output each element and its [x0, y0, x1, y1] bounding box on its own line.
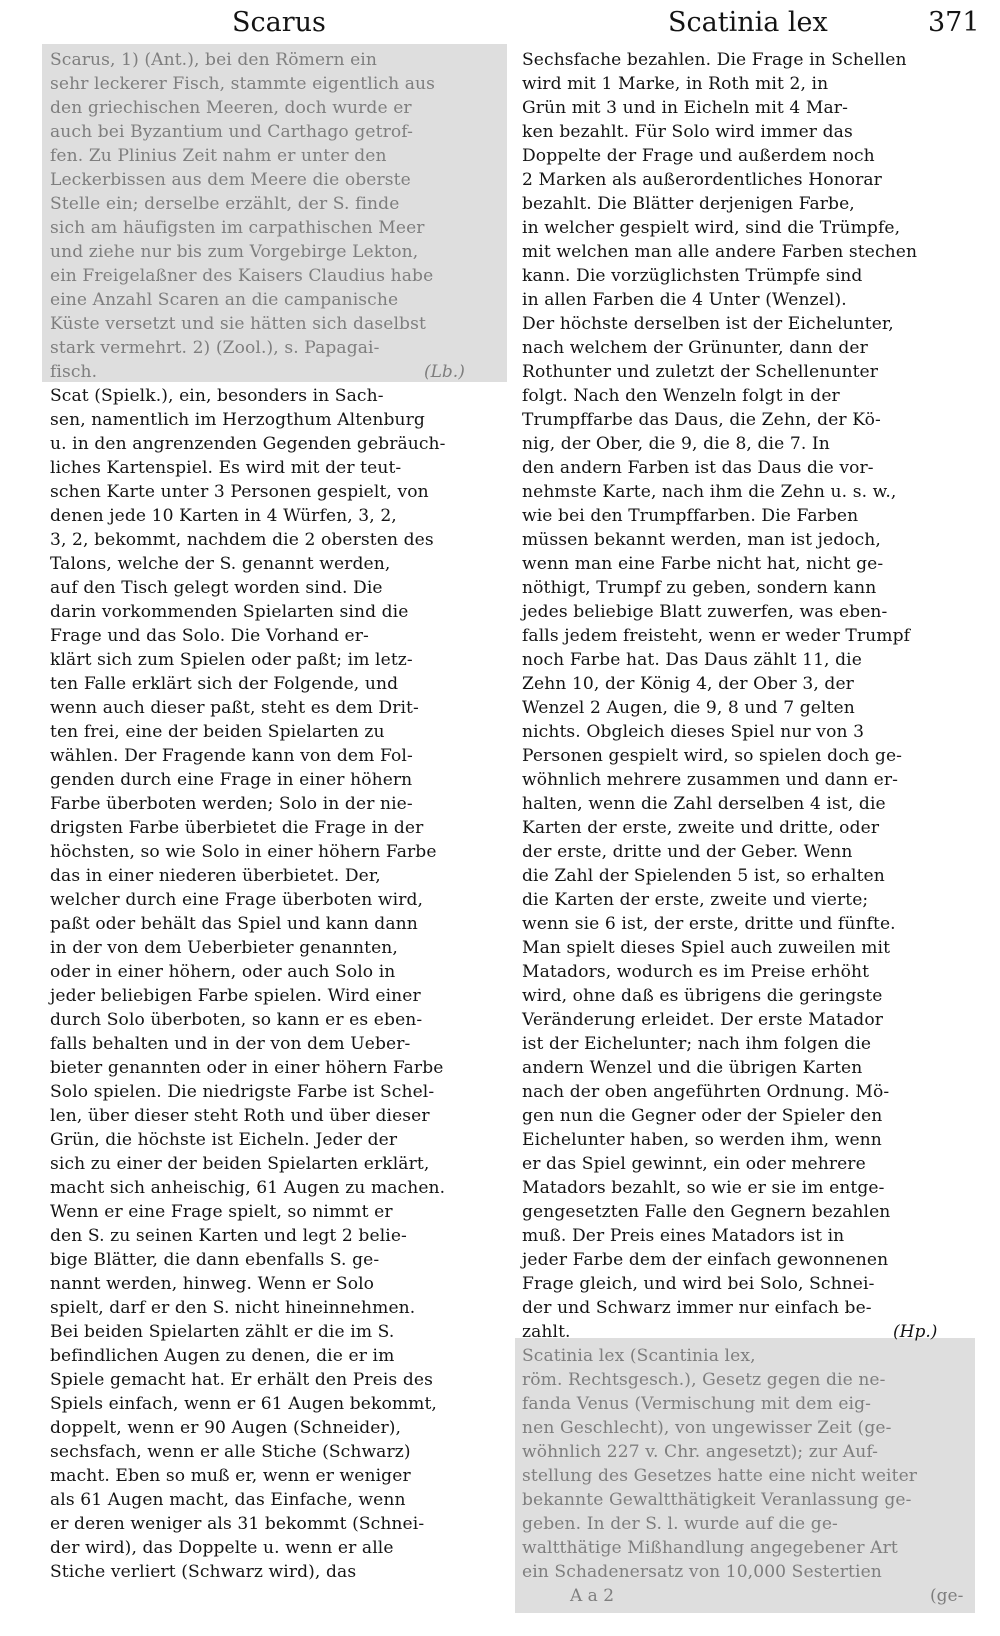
text-line: kann. Die vorzüglichsten Trümpfe sind [522, 266, 863, 286]
text-line: halten, wenn die Zahl derselben 4 ist, die [522, 794, 886, 814]
text-line: bekannte Gewaltthätigkeit Veranlassung ge- [522, 1490, 912, 1510]
text-line: in allen Farben die 4 Unter (Wenzel). [522, 290, 847, 310]
text-line: Wenn er eine Frage spielt, so nimmt er [50, 1202, 393, 1222]
text-line: röm. Rechtsgesch.), Gesetz gegen die ne- [522, 1370, 886, 1390]
text-line: darin vorkommenden Spielarten sind die [50, 602, 409, 622]
text-line: sehr leckerer Fisch, stammte eigentlich aus [50, 74, 435, 94]
text-line: 3, 2, bekommt, nachdem die 2 obersten des [50, 530, 434, 550]
text-line: Matadors, wodurch es im Preise erhöht [522, 962, 870, 982]
text-line: Bei beiden Spielarten zählt er die im S. [50, 1322, 395, 1342]
text-line: Scatinia lex (Scantinia lex, [522, 1346, 756, 1366]
text-line: oder in einer höhern, oder auch Solo in [50, 962, 396, 982]
text-line: andern Wenzel und die übrigen Karten [522, 1058, 863, 1078]
text-line: fanda Venus (Vermischung mit dem eig- [522, 1394, 872, 1414]
text-line: sechsfach, wenn er alle Stiche (Schwarz) [50, 1442, 411, 1462]
text-line: waltthätige Mißhandlung angegebener Art [522, 1538, 898, 1558]
text-line: Der höchste derselben ist der Eichelunter, [522, 314, 894, 334]
text-line: ein Freigelaßner des Kaisers Claudius habe [50, 266, 434, 286]
text-line: liches Kartenspiel. Es wird mit der teut- [50, 458, 402, 478]
text-line: den S. zu seinen Karten und legt 2 belie- [50, 1226, 407, 1246]
entry-scatinia-lex [522, 1344, 977, 1584]
text-line: nehmste Karte, nach ihm die Zehn u. s. w., [522, 482, 897, 502]
text-line: nannt werden, hinweg. Wenn er Solo [50, 1274, 375, 1294]
text-line: sen, namentlich im Herzogthum Altenburg [50, 410, 425, 430]
text-line: jeder Farbe dem der einfach gewonnenen [522, 1250, 889, 1270]
text-line: ist der Eichelunter; nach ihm folgen die [522, 1034, 872, 1054]
text-line: mit welchen man alle andere Farben stechen [522, 242, 918, 262]
text-line: klärt sich zum Spielen oder paßt; im letz- [50, 650, 413, 670]
text-line: der erste, dritte und der Geber. Wenn [522, 842, 853, 862]
text-line: eine Anzahl Scaren an die campanische [50, 290, 399, 310]
text-line: das in einer niederen überbietet. Der, [50, 866, 381, 886]
header-right-keyword: Scatinia lex [668, 7, 828, 38]
text-line: Wenzel 2 Augen, die 9, 8 und 7 gelten [522, 698, 855, 718]
text-line: auch bei Byzantium und Carthago getrof- [50, 122, 413, 142]
text-line: wird mit 1 Marke, in Roth mit 2, in [522, 74, 829, 94]
text-line: macht. Eben so muß er, wenn er weniger [50, 1466, 411, 1486]
text-line: Karten der erste, zweite und dritte, oder [522, 818, 880, 838]
text-line: gen nun die Gegner oder der Spieler den [522, 1106, 883, 1126]
text-line: Sechsfache bezahlen. Die Frage in Schellen [522, 50, 907, 70]
text-line: er das Spiel gewinnt, ein oder mehrere [522, 1154, 866, 1174]
entry-scat [50, 384, 510, 1584]
text-line: falls behalten und in der von dem Ueber- [50, 1034, 411, 1054]
page-number: 371 [928, 7, 980, 38]
text-line: und ziehe nur bis zum Vorgebirge Lekton, [50, 242, 419, 262]
text-line: u. in den angrenzenden Gegenden gebräuch- [50, 434, 446, 454]
text-line: fen. Zu Plinius Zeit nahm er unter den [50, 146, 387, 166]
text-line: Veränderung erleidet. Der erste Matador [522, 1010, 883, 1030]
text-line: nig, der Ober, die 9, die 8, die 7. In [522, 434, 830, 454]
text-line: folgt. Nach den Wenzeln folgt in der [522, 386, 840, 406]
text-line: zahlt. [522, 1322, 571, 1342]
text-line: in welcher gespielt wird, sind die Trümpfe, [522, 218, 901, 238]
text-line: Spiels einfach, wenn er 61 Augen bekommt, [50, 1394, 437, 1414]
text-line: stark vermehrt. 2) (Zool.), s. Papagai- [50, 338, 380, 358]
text-line: drigsten Farbe überbietet die Frage in der [50, 818, 424, 838]
text-line: wenn sie 6 ist, der erste, dritte und fünfte. [522, 914, 896, 934]
entry-scat-continued [522, 48, 977, 1344]
text-line: den andern Farben ist das Daus die vor- [522, 458, 874, 478]
text-line: Zehn 10, der König 4, der Ober 3, der [522, 674, 854, 694]
text-line: fisch. [50, 362, 98, 382]
text-line: schen Karte unter 3 Personen gespielt, von [50, 482, 429, 502]
text-line: wenn auch dieser paßt, steht es dem Drit- [50, 698, 419, 718]
text-line: Grün, die höchste ist Eicheln. Jeder der [50, 1130, 398, 1150]
text-line: geben. In der S. l. wurde auf die ge- [522, 1514, 838, 1534]
text-line: bieter genannten oder in einer höhern Farbe [50, 1058, 444, 1078]
text-line: bezahlt. Die Blätter derjenigen Farbe, [522, 194, 855, 214]
text-line: Stiche verliert (Schwarz wird), das [50, 1562, 357, 1582]
text-line: stellung des Gesetzes hatte eine nicht weiter [522, 1466, 918, 1486]
text-line: bige Blätter, die dann ebenfalls S. ge- [50, 1250, 380, 1270]
text-line: wählen. Der Fragende kann von dem Fol- [50, 746, 413, 766]
text-line: jeder beliebigen Farbe spielen. Wird einer [50, 986, 421, 1006]
text-line: ein Schadenersatz von 10,000 Sestertien [522, 1562, 882, 1582]
text-line: Talons, welche der S. genannt werden, [50, 554, 391, 574]
signature-mark: A a 2 [570, 1586, 615, 1606]
text-line: Frage und das Solo. Die Vorhand er- [50, 626, 369, 646]
text-line: Scat (Spielk.), ein, besonders in Sach- [50, 386, 384, 406]
text-line: Matadors bezahlt, so wie er sie im entge- [522, 1178, 885, 1198]
text-line: der und Schwarz immer nur einfach be- [522, 1298, 872, 1318]
text-line: Frage gleich, und wird bei Solo, Schnei- [522, 1274, 875, 1294]
author-signature: (Lb.) [424, 362, 465, 382]
text-line: macht sich anheischig, 61 Augen zu machen. [50, 1178, 446, 1198]
text-line: in der von dem Ueberbieter genannten, [50, 938, 398, 958]
text-line: befindlichen Augen zu denen, die er im [50, 1346, 395, 1366]
text-line: muß. Der Preis eines Matadors ist in [522, 1226, 845, 1246]
text-line: paßt oder behält das Spiel und kann dann [50, 914, 418, 934]
text-line: nach der oben angeführten Ordnung. Mö- [522, 1082, 890, 1102]
text-line: die Zahl der Spielenden 5 ist, so erhalten [522, 866, 885, 886]
text-line: Eichelunter haben, so werden ihm, wenn [522, 1130, 882, 1150]
text-line: Stelle ein; derselbe erzählt, der S. finde [50, 194, 400, 214]
text-line: sich am häufigsten im carpathischen Meer [50, 218, 425, 238]
author-signature: (Hp.) [893, 1322, 938, 1342]
text-line: die Karten der erste, zweite und vierte; [522, 890, 869, 910]
text-line: Küste versetzt und sie hätten sich daselbst [50, 314, 426, 334]
text-line: Leckerbissen aus dem Meere die oberste [50, 170, 411, 190]
text-line: ten Falle erklärt sich der Folgende, und [50, 674, 399, 694]
text-line: nen Geschlecht), von ungewisser Zeit (ge- [522, 1418, 892, 1438]
text-line: Personen gespielt wird, so spielen doch ge- [522, 746, 903, 766]
text-line: Farbe überboten werden; Solo in der nie- [50, 794, 413, 814]
text-line: er deren weniger als 31 bekommt (Schnei- [50, 1514, 425, 1534]
text-line: falls jedem freisteht, wenn er weder Trumpf [522, 626, 911, 646]
catchword: (ge- [930, 1586, 964, 1606]
text-line: Rothunter und zuletzt der Schellenunter [522, 362, 879, 382]
text-line: noch Farbe hat. Das Daus zählt 11, die [522, 650, 862, 670]
text-line: Doppelte der Frage und außerdem noch [522, 146, 875, 166]
header-left-keyword: Scarus [232, 7, 326, 38]
text-line: höchsten, so wie Solo in einer höhern Farbe [50, 842, 437, 862]
text-line: wöhnlich mehrere zusammen und dann er- [522, 770, 899, 790]
text-line: sich zu einer der beiden Spielarten erklärt, [50, 1154, 430, 1174]
text-line: wird, ohne daß es übrigens die geringste [522, 986, 883, 1006]
text-line: der wird), das Doppelte u. wenn er alle [50, 1538, 394, 1558]
text-line: Scarus, 1) (Ant.), bei den Römern ein [50, 50, 377, 70]
text-line: als 61 Augen macht, das Einfache, wenn [50, 1490, 406, 1510]
text-line: wenn man eine Farbe nicht hat, nicht ge- [522, 554, 884, 574]
text-line: müssen bekannt werden, man ist jedoch, [522, 530, 881, 550]
text-line: len, über dieser steht Roth und über dieser [50, 1106, 430, 1126]
text-line: Trumpffarbe das Daus, die Zehn, der Kö- [522, 410, 881, 430]
text-line: ken bezahlt. Für Solo wird immer das [522, 122, 853, 142]
text-line: Man spielt dieses Spiel auch zuweilen mit [522, 938, 891, 958]
text-line: Spiele gemacht hat. Er erhält den Preis des [50, 1370, 433, 1390]
text-line: wöhnlich 227 v. Chr. angesetzt); zur Auf- [522, 1442, 879, 1462]
text-line: denen jede 10 Karten in 4 Würfen, 3, 2, [50, 506, 397, 526]
text-line: Grün mit 3 und in Eicheln mit 4 Mar- [522, 98, 848, 118]
text-line: 2 Marken als außerordentliches Honorar [522, 170, 882, 190]
text-line: jedes beliebige Blatt zuwerfen, was eben- [522, 602, 888, 622]
text-line: gengesetzten Falle den Gegnern bezahlen [522, 1202, 891, 1222]
text-line: welcher durch eine Frage überboten wird, [50, 890, 424, 910]
text-line: nöthigt, Trumpf zu geben, sondern kann [522, 578, 877, 598]
text-line: auf den Tisch gelegt worden sind. Die [50, 578, 383, 598]
text-line: nichts. Obgleich dieses Spiel nur von 3 [522, 722, 865, 742]
text-line: ten frei, eine der beiden Spielarten zu [50, 722, 385, 742]
text-line: Solo spielen. Die niedrigste Farbe ist Schel- [50, 1082, 435, 1102]
text-line: durch Solo überboten, so kann er es eben- [50, 1010, 423, 1030]
text-line: doppelt, wenn er 90 Augen (Schneider), [50, 1418, 402, 1438]
text-line: genden durch eine Frage in einer höhern [50, 770, 413, 790]
entry-scarus [50, 48, 510, 384]
text-line: spielt, darf er den S. nicht hineinnehmen. [50, 1298, 416, 1318]
text-line: wie bei den Trumpffarben. Die Farben [522, 506, 859, 526]
text-line: den griechischen Meeren, doch wurde er [50, 98, 412, 118]
text-line: nach welchem der Grünunter, dann der [522, 338, 868, 358]
